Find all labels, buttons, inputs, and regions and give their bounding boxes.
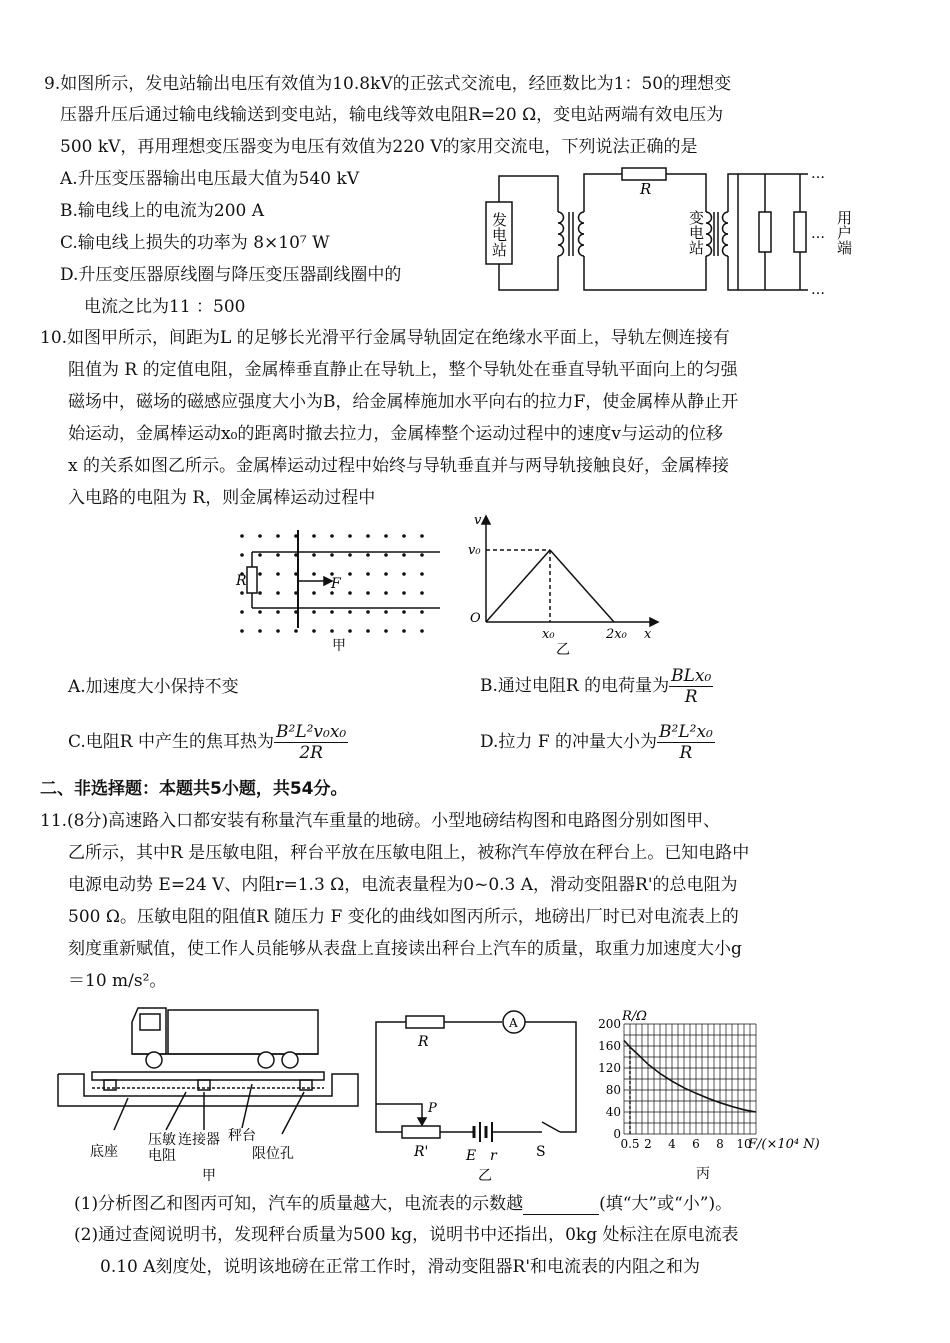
q9-option-a: A.升压变压器输出电压最大值为540 kV — [60, 169, 360, 189]
field-dot — [312, 629, 316, 633]
chart-y-tick: 200 — [598, 1017, 621, 1031]
field-dot — [258, 591, 262, 595]
q10-option-d-text: D.拉力 F 的冲量大小为 — [480, 732, 658, 752]
axis-x-label: x — [644, 627, 652, 642]
slider-p-label: P — [428, 1101, 437, 1116]
q11-line-1: 11.(8分)高速路入口都安装有称量汽车重量的地磅。小型地磅结构图和电路图分别如图甲、 — [40, 811, 721, 831]
field-dot — [420, 572, 424, 576]
truck-cargo — [168, 1010, 318, 1054]
field-dot — [258, 572, 262, 576]
fig-bing-caption: 丙 — [696, 1166, 710, 1182]
field-dot — [420, 534, 424, 538]
q10-figure-yi — [464, 512, 664, 660]
label-sensor-2: 电阻 — [148, 1148, 176, 1164]
field-dot — [240, 610, 244, 614]
field-dot — [402, 553, 406, 557]
field-dot — [258, 610, 262, 614]
chart-x-tick: 0.5 — [620, 1137, 640, 1151]
q11-line-5: 刻度重新赋值，使工作人员能够从表盘上直接读出秤台上汽车的质量，取重力加速度大小g — [68, 939, 742, 959]
chart-x-tick: 2 — [644, 1137, 652, 1151]
q9-option-c: C.输电线上损失的功率为 8×10⁷ W — [60, 233, 330, 253]
pressure-resistor-r — [406, 1016, 444, 1028]
field-dot — [420, 610, 424, 614]
circuit-r-label: R — [418, 1034, 429, 1050]
field-dot — [402, 572, 406, 576]
q10-line-3: 磁场中，磁场的磁感应强度大小为B，给金属棒施加水平向右的拉力F，使金属棒从静止开 — [68, 392, 739, 412]
line-resistor-r — [622, 168, 666, 180]
dots-bottom: … — [811, 282, 825, 298]
label-sensor-1: 压敏 — [148, 1132, 176, 1148]
field-dot — [348, 534, 352, 538]
field-dot — [240, 553, 244, 557]
q9-line-3: 500 kV，再用理想变压器变为电压有效值为220 V的家用交流电，下列说法正确的是 — [60, 137, 698, 157]
field-dot — [258, 629, 262, 633]
q10-option-b-text: B.通过电阻R 的电荷量为 — [480, 676, 670, 696]
field-dot — [312, 572, 316, 576]
field-dot — [348, 591, 352, 595]
rheostat-r-prime — [402, 1126, 440, 1138]
chart-y-tick: 0 — [613, 1127, 621, 1141]
chart-y-tick: 40 — [605, 1105, 621, 1119]
field-dot — [366, 629, 370, 633]
field-dot — [294, 629, 298, 633]
q11-sub1-hint: (填“大”或“小”)。 — [599, 1194, 733, 1214]
field-dot — [276, 591, 280, 595]
station-label: 发电站 — [490, 212, 508, 257]
q10-option-c-text: C.电阻R 中产生的焦耳热为 — [68, 732, 275, 752]
resistor-r-label: R — [640, 180, 652, 198]
field-dot — [366, 572, 370, 576]
q10-option-b — [480, 664, 713, 708]
fig-jia-caption: 甲 — [332, 638, 346, 654]
field-dot — [240, 629, 244, 633]
chart-y-label: R/Ω — [622, 1009, 647, 1024]
field-dot — [384, 534, 388, 538]
q10-c-numerator: B²L²v₀x₀ — [276, 722, 347, 742]
field-dot — [276, 572, 280, 576]
q11-sub1-text: (1)分析图乙和图丙可知，汽车的质量越大，电流表的示数越 — [74, 1194, 524, 1214]
q9-option-d: D.升压变压器原线圈与降压变压器副线圈中的 — [60, 265, 402, 285]
field-dot — [402, 534, 406, 538]
chart-x-tick: 4 — [668, 1137, 676, 1151]
q9-line-1: 9.如图所示，发电站输出电压有效值为10.8kV的正弦式交流电，经匝数比为1：50的理想变 — [44, 74, 732, 94]
field-dot — [348, 610, 352, 614]
2x0-tick: 2x₀ — [606, 627, 627, 642]
q11-line-3: 电源电动势 E=24 V、内阻r=1.3 Ω，电流表量程为0~0.3 A，滑动变阻器R'的总电阻为 — [68, 875, 738, 895]
chart-x-label: F/(×10⁴ N) — [748, 1137, 820, 1152]
field-dot — [348, 553, 352, 557]
q10-line-2: 阻值为 R 的定值电阻，金属棒垂直静止在导轨上，整个导轨处在垂直导轨平面向上的匀强 — [68, 360, 738, 380]
field-dot — [330, 534, 334, 538]
field-dot — [384, 610, 388, 614]
section-2-heading: 二、非选择题：本题共5小题，共54分。 — [40, 779, 348, 799]
q10-line-1: 10.如图甲所示，间距为L 的足够长光滑平行金属导轨固定在绝缘水平面上，导轨左侧连接有 — [40, 328, 730, 348]
ammeter-a-label: A — [509, 1016, 518, 1030]
field-dot — [402, 629, 406, 633]
q11-sub2-line-2: 0.10 A刻度处，说明该地磅在正常工作时，滑动变阻器R'和电流表的内阻之和为 — [100, 1257, 701, 1277]
dots-top: … — [811, 166, 825, 182]
field-dot — [258, 553, 262, 557]
dots-mid: … — [811, 226, 825, 242]
label-connector: 连接器 — [178, 1132, 220, 1148]
q10-option-a: A.加速度大小保持不变 — [68, 677, 239, 697]
q9-option-b: B.输电线上的电流为200 A — [60, 201, 265, 221]
field-dot — [366, 591, 370, 595]
field-dot — [384, 553, 388, 557]
field-dot — [240, 591, 244, 595]
q10-c-denominator: 2R — [299, 743, 323, 763]
truck-cab — [132, 1008, 166, 1054]
field-dot — [366, 610, 370, 614]
chart-x-tick: 6 — [692, 1137, 700, 1151]
q11-sub1-blank[interactable] — [523, 1192, 599, 1215]
q10-line-6: 入电路的电阻为 R，则金属棒运动过程中 — [68, 488, 376, 508]
weigh-platform — [92, 1072, 324, 1080]
q11-line-2: 乙所示，其中R 是压敏电阻，秤台平放在压敏电阻上，被称汽车停放在秤台上。已知电路中 — [68, 843, 750, 863]
axis-v-label: v — [474, 513, 482, 528]
origin-label: O — [470, 611, 481, 626]
q10-b-numerator: BLx₀ — [671, 666, 712, 686]
field-dot — [276, 629, 280, 633]
emf-e-label: E — [466, 1148, 477, 1164]
chart-x-tick: 8 — [716, 1137, 724, 1151]
fig-yi-caption: 乙 — [556, 642, 570, 658]
field-dot — [384, 629, 388, 633]
q9-line-2: 压器升压后通过输电线输送到变电站，输电线等效电阻R=20 Ω，变电站两端有效电压为 — [60, 105, 724, 125]
q10-option-d-fraction — [657, 722, 715, 763]
switch-s-label: S — [536, 1144, 546, 1160]
field-dot — [312, 610, 316, 614]
field-dot — [384, 591, 388, 595]
field-dot — [276, 534, 280, 538]
q10-option-d — [480, 720, 715, 764]
rheostat-label: R' — [414, 1144, 429, 1160]
v0-label: v₀ — [468, 543, 481, 558]
field-dot — [258, 534, 262, 538]
field-dot — [276, 553, 280, 557]
chart-y-tick: 80 — [605, 1083, 621, 1097]
q10-b-denominator: R — [684, 687, 698, 707]
q10-line-5: x 的关系如图乙所示。金属棒运动过程中始终与导轨垂直并与两导轨接触良好，金属棒接 — [68, 456, 729, 476]
q10-option-c-fraction — [274, 722, 348, 763]
q11-figure-bing-chart — [596, 1002, 850, 1184]
user-label: 用户端 — [835, 210, 853, 255]
label-base: 底座 — [90, 1144, 118, 1160]
field-dot — [312, 553, 316, 557]
q11-line-4: 500 Ω。压敏电阻的阻值R 随压力 F 变化的曲线如图丙所示，地磅出厂时已对电流表上的 — [68, 907, 739, 927]
field-dot — [276, 610, 280, 614]
fig-yi-caption-11: 乙 — [478, 1168, 492, 1184]
q10-option-b-fraction — [669, 666, 713, 707]
chart-y-tick: 120 — [598, 1061, 621, 1075]
field-dot — [420, 591, 424, 595]
field-dot — [420, 629, 424, 633]
q9-option-d-cont: 电流之比为11 ：500 — [84, 297, 246, 317]
q10-figure-jia — [228, 522, 448, 654]
rod-resistor-label: R — [236, 573, 247, 589]
field-dot — [366, 534, 370, 538]
label-platform: 秤台 — [228, 1128, 256, 1144]
field-dot — [402, 610, 406, 614]
field-dot — [312, 534, 316, 538]
q9-transmission-figure — [480, 162, 880, 298]
q10-option-c — [68, 720, 348, 764]
label-hole: 限位孔 — [252, 1146, 294, 1162]
fig-jia-caption-11: 甲 — [202, 1168, 216, 1184]
field-dot — [330, 553, 334, 557]
x0-tick: x₀ — [542, 627, 555, 642]
field-dot — [348, 572, 352, 576]
field-dot — [402, 591, 406, 595]
q11-sub2-line-1: (2)通过查阅说明书，发现秤台质量为500 kg，说明书中还指出，0kg 处标注在原电流表 — [74, 1225, 739, 1245]
field-dot — [330, 629, 334, 633]
chart-y-tick: 160 — [598, 1039, 621, 1053]
field-dot — [240, 534, 244, 538]
field-dot — [366, 553, 370, 557]
field-dot — [384, 572, 388, 576]
q10-line-4: 始运动，金属棒运动x₀的距离时撤去拉力，金属棒整个运动过程中的速度v与运动的位移 — [68, 424, 724, 444]
field-dot — [330, 610, 334, 614]
field-dot — [348, 629, 352, 633]
q11-line-6: ＝10 m/s²。 — [68, 971, 167, 991]
q10-d-numerator: B²L²x₀ — [659, 722, 713, 742]
force-f-label: F — [331, 576, 341, 592]
field-dot — [420, 553, 424, 557]
q11-figure-yi — [368, 1004, 588, 1184]
field-dot — [312, 591, 316, 595]
q11-sub1 — [74, 1192, 732, 1215]
q10-d-denominator: R — [679, 743, 693, 763]
internal-r-label: r — [490, 1148, 497, 1164]
q11-figure-jia — [56, 1000, 360, 1184]
substation-label: 变电站 — [687, 210, 705, 255]
chart-x-tick: 10 — [736, 1137, 752, 1151]
